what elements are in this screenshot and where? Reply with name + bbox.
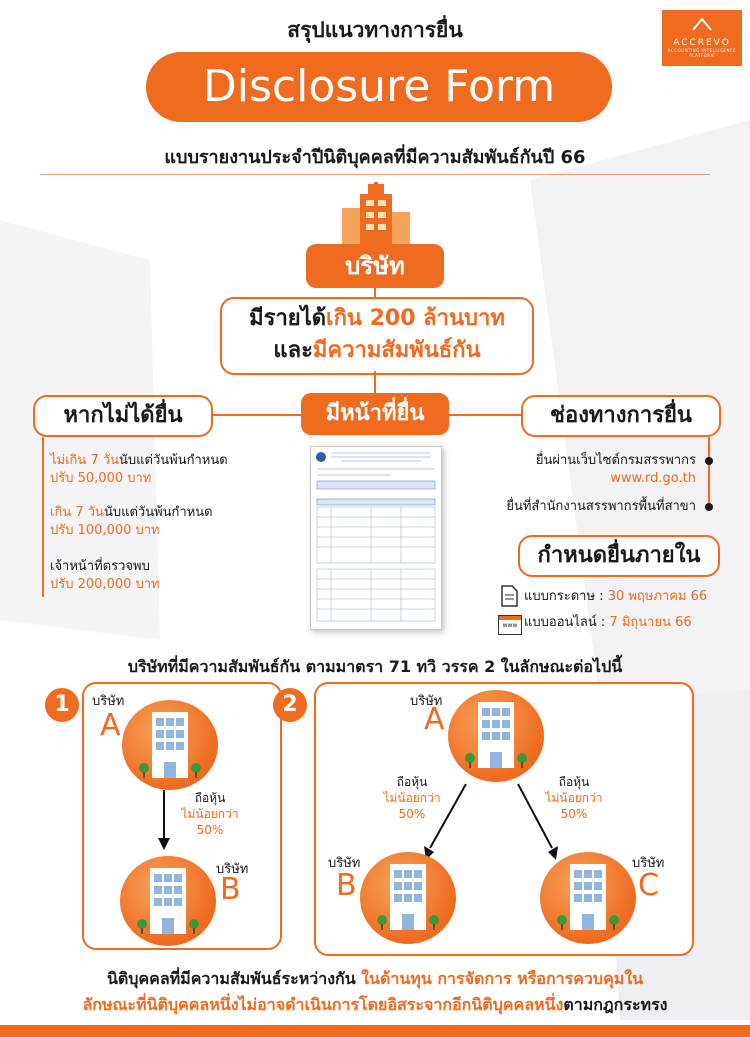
case-2-company-c-circle bbox=[540, 852, 636, 944]
case-2-company-c-label: บริษัท bbox=[632, 856, 665, 871]
case-2-share-left bbox=[382, 774, 442, 822]
case-1-badge: 1 bbox=[45, 688, 79, 722]
logo-name: ACCREVO bbox=[673, 38, 731, 48]
penalty-item-2-fine: ปรับ 100,000 บาท bbox=[50, 523, 160, 538]
deadline-online bbox=[524, 614, 692, 632]
penalty-item-3 bbox=[50, 558, 160, 594]
footer-line1-b: ในด้านทุน การจัดการ หรือการควบคุมใน bbox=[361, 969, 644, 988]
cond-text-2: และ bbox=[273, 338, 313, 363]
share-text-3: 50% bbox=[398, 807, 426, 821]
deadline-paper-date: 30 พฤษภาคม 66 bbox=[607, 589, 708, 604]
disclosure-form-thumbnail bbox=[310, 446, 442, 630]
deadline-heading-box bbox=[518, 535, 720, 577]
penalty-item-1 bbox=[50, 452, 228, 488]
share-text-1: ถือหุ้น bbox=[194, 791, 226, 805]
channels-heading-box bbox=[521, 395, 721, 437]
title-small: สรุปแนวทางการยื่น bbox=[287, 18, 463, 42]
footer-note bbox=[0, 966, 750, 1018]
form-preview bbox=[311, 447, 441, 629]
case-2-badge: 2 bbox=[273, 688, 307, 722]
share-text-3: 50% bbox=[196, 823, 224, 837]
office-building-icon bbox=[122, 700, 218, 790]
bullet-dot bbox=[705, 503, 713, 511]
case-2-share-right bbox=[544, 774, 604, 822]
case-1-company-a-circle bbox=[122, 700, 218, 790]
deadline-online-label: แบบออนไลน์ : bbox=[524, 615, 606, 630]
office-building-icon bbox=[120, 856, 216, 946]
logo-tagline: ACCOUNTING INTELLIGENCE PLATFORM bbox=[667, 48, 737, 58]
condition-box bbox=[220, 297, 534, 375]
cond-highlight-1: เกิน 200 ล้านบาท bbox=[326, 306, 505, 331]
deadline-online-date: 7 มิถุนายน 66 bbox=[609, 615, 692, 630]
connector bbox=[374, 371, 376, 393]
penalty-item-1-hl: ไม่เกิน 7 วัน bbox=[50, 453, 120, 468]
penalty-item-3-text: เจ้าหน้าที่ตรวจพบ bbox=[50, 559, 150, 574]
deadline-heading: กำหนดยื่นภายใน bbox=[537, 543, 701, 568]
arrow-down-icon bbox=[158, 790, 170, 850]
cond-highlight-2: มีความสัมพันธ์กัน bbox=[312, 338, 481, 363]
penalty-heading: หากไม่ได้ยื่น bbox=[63, 403, 183, 428]
subtitle: แบบรายงานประจำปีนิติบุคคลที่มีความสัมพันธ์กันปี 66 bbox=[164, 147, 586, 168]
divider bbox=[40, 174, 710, 175]
penalty-item-1-text: นับแต่วันพ้นกำหนด bbox=[119, 453, 228, 468]
case-2-letter-c: C bbox=[638, 868, 659, 903]
penalty-rail bbox=[42, 437, 44, 597]
must-file-box bbox=[301, 393, 449, 435]
footer-line1-a: นิติบุคคลที่มีความสัมพันธ์ระหว่างกัน bbox=[106, 969, 362, 988]
company-box bbox=[306, 244, 444, 288]
share-text-1: ถือหุ้น bbox=[396, 775, 428, 789]
web-icon-text: www bbox=[502, 622, 518, 629]
bottom-bar bbox=[0, 1025, 750, 1037]
channel-item-1-url: www.rd.go.th bbox=[610, 471, 696, 486]
channels-heading: ช่องทางการยื่น bbox=[550, 403, 692, 428]
title-main: Disclosure Form bbox=[146, 52, 612, 122]
case-1-letter-b: B bbox=[220, 872, 241, 907]
office-building-icon bbox=[540, 852, 636, 944]
channel-item-1-text: ยื่นผ่านเว็บไซต์กรมสรรพากร bbox=[535, 453, 696, 468]
share-text-2: ไม่น้อยกว่า bbox=[545, 791, 603, 805]
paper-document-icon bbox=[500, 585, 518, 607]
channels-rail bbox=[708, 437, 710, 507]
penalty-heading-box bbox=[33, 395, 213, 437]
must-file-label: มีหน้าที่ยื่น bbox=[325, 401, 425, 426]
cond-text-1: มีรายได้ bbox=[249, 306, 327, 331]
case-2-company-a-label: บริษัท bbox=[410, 694, 443, 709]
case-1-share bbox=[180, 790, 240, 838]
penalty-item-2 bbox=[50, 504, 213, 540]
bullet-dot bbox=[705, 457, 713, 465]
share-text-1: ถือหุ้น bbox=[558, 775, 590, 789]
office-building-icon bbox=[360, 852, 456, 944]
channel-item-2 bbox=[450, 498, 696, 516]
penalty-item-1-fine: ปรับ 50,000 บาท bbox=[50, 471, 152, 486]
deadline-paper bbox=[524, 588, 707, 606]
share-text-2: ไม่น้อยกว่า bbox=[383, 791, 441, 805]
footer-line2-a: ลักษณะที่นิติบุคคลหนึ่งไม่อาจดำเนินการโดยอิสระจากอีกนิติบุคคลหนึ่ง bbox=[82, 995, 564, 1014]
case-2-letter-a: A bbox=[424, 702, 445, 737]
case-1-company-b-circle bbox=[120, 856, 216, 946]
connector bbox=[449, 414, 521, 416]
web-browser-icon bbox=[498, 615, 522, 635]
case-2-letter-b: B bbox=[336, 868, 357, 903]
relation-heading: บริษัทที่มีความสัมพันธ์กัน ตามมาตรา 71 ทวิ วรรค 2 ในลักษณะต่อไปนี้ bbox=[127, 657, 623, 676]
channel-item-2-text: ยื่นที่สำนักงานสรรพากรพื้นที่สาขา bbox=[506, 499, 696, 514]
penalty-item-2-text: นับแต่วันพ้นกำหนด bbox=[103, 505, 213, 520]
building-icon bbox=[330, 182, 420, 246]
share-text-2: ไม่น้อยกว่า bbox=[181, 807, 239, 821]
connector bbox=[210, 414, 302, 416]
deadline-paper-label: แบบกระดาษ : bbox=[524, 589, 604, 604]
penalty-item-2-hl: เกิน 7 วัน bbox=[50, 505, 104, 520]
penalty-item-3-fine: ปรับ 200,000 บาท bbox=[50, 577, 160, 592]
channel-item-1 bbox=[470, 452, 696, 488]
share-text-3: 50% bbox=[560, 807, 588, 821]
case-2-company-b-circle bbox=[360, 852, 456, 944]
footer-line2-b: ตามกฎกระทรง bbox=[563, 995, 668, 1014]
case-1-letter-a: A bbox=[100, 708, 121, 743]
case-2-company-a-circle bbox=[448, 690, 544, 782]
office-building-icon bbox=[448, 690, 544, 782]
case-1-company-b-label: บริษัท bbox=[216, 862, 249, 877]
company-label: บริษัท bbox=[345, 252, 405, 280]
case-2-company-b-label: บริษัท bbox=[328, 856, 361, 871]
case-1-company-a-label: บริษัท bbox=[92, 694, 125, 709]
